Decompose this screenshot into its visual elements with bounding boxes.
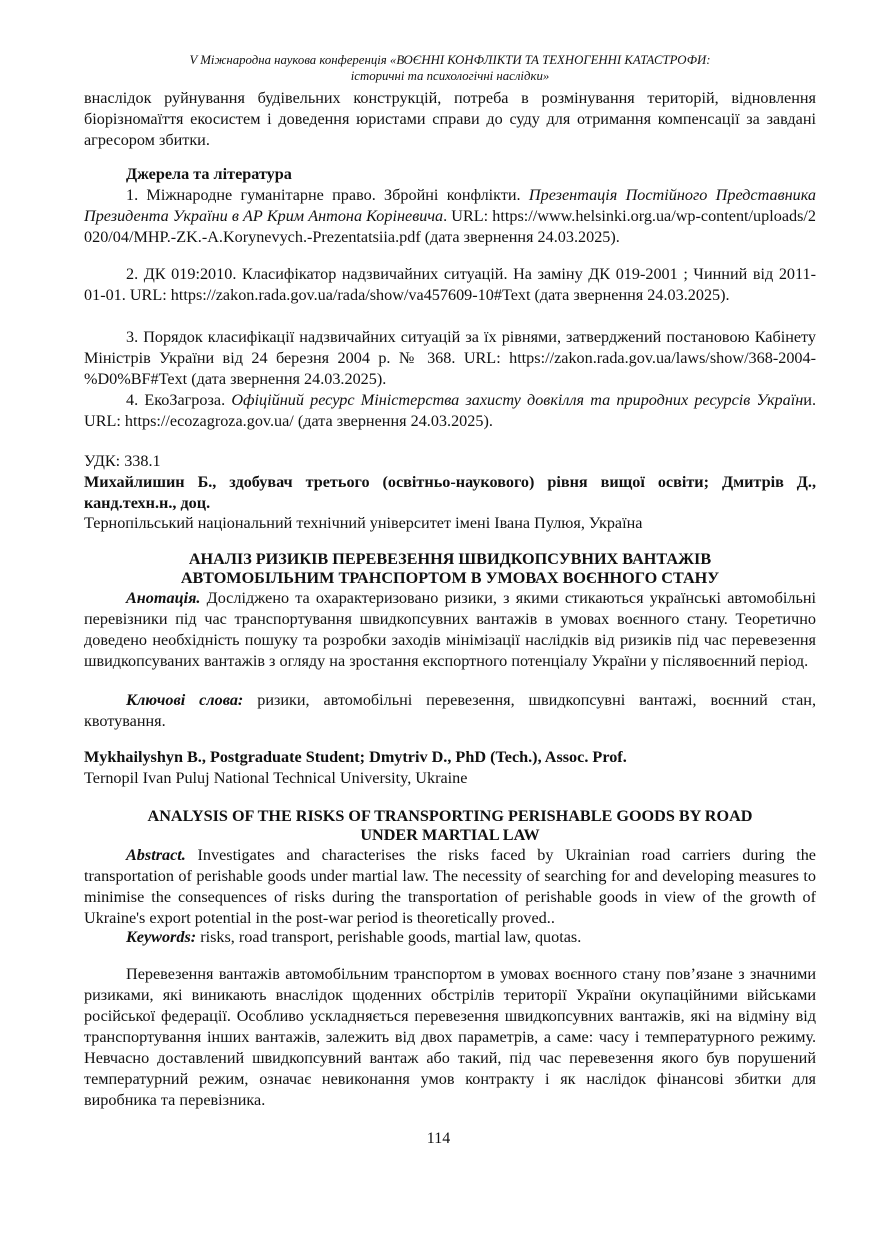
running-header-line1: V Міжнародна наукова конференція «ВОЄННІ КОНФЛІКТИ ТА ТЕХНОГЕННІ КАТАСТРОФИ:: [189, 53, 711, 67]
references-heading: Джерела та література: [126, 165, 292, 183]
running-header: [84, 52, 816, 84]
article-title-en-line1: ANALYSIS OF THE RISKS OF TRANSPORTING PERISHABLE GOODS BY ROAD: [147, 807, 753, 825]
article-title-ua-line1: АНАЛІЗ РИЗИКІВ ПЕРЕВЕЗЕННЯ ШВИДКОПСУВНИХ ВАНТАЖІВ: [188, 550, 712, 568]
page-number: 114: [426, 1130, 451, 1147]
keywords-ua-text: ризики, автомобільні перевезення, швидкопсувні вантажі, воєнний стан, квотування.: [84, 691, 816, 730]
reference-2: 2. ДК 019:2010. Класифікатор надзвичайних ситуацій. На заміну ДК 019-2001 ; Чинний від 2011-01-01. URL: https://zakon.rada.gov.ua/rada/show/va457609-10#Text (дата звернення 24.03.2025).: [84, 265, 816, 304]
reference-1-italic: Презентація Постійного Представника Президента України в АР Крим Антона Коріневича: [84, 186, 816, 225]
reference-4-italic: Офіційний ресурс Міністерства захисту довкілля та природних ресурсів Україн: [231, 391, 804, 409]
authors-en: Mykhailyshyn B., Postgraduate Student; Dmytriv D., PhD (Tech.), Assoc. Prof.: [84, 748, 627, 766]
reference-1-plain: 1. Міжнародне гуманітарне право. Збройні конфлікти.: [126, 186, 529, 204]
keywords-ua-label: Ключові слова:: [126, 691, 244, 709]
affiliation-en: Ternopil Ivan Puluj National Technical University, Ukraine: [84, 769, 468, 787]
reference-4-tail: и. URL: https://ecozagroza.gov.ua/ (дата звернення 24.03.2025).: [84, 391, 816, 430]
keywords-en-text: risks, road transport, perishable goods, martial law, quotas.: [196, 928, 582, 946]
abstract-en-label: Abstract.: [126, 846, 186, 864]
article-title-en: [84, 807, 816, 845]
article-title-ua: [84, 550, 816, 588]
reference-1: [84, 185, 816, 248]
authors-ua: Михайлишин Б., здобувач третього (освітньо-наукового) рівня вищої освіти; Дмитрів Д., канд.техн.н., доц.: [84, 473, 816, 512]
udc-code: УДК: 338.1: [84, 452, 161, 470]
reference-4: [84, 390, 816, 432]
keywords-en-label: Keywords:: [126, 928, 197, 946]
running-header-line2: історичні та психологічні наслідки»: [350, 69, 550, 83]
body-paragraph: Перевезення вантажів автомобільним транспортом в умовах воєнного стану пов’язане з значними ризиками, які виникають внаслідок щоденних обстрілів території України окупаційними військами російської федерації. Особливо ускладняється перевезення швидкопсувних вантажів, які на відміну від транспортування інших вантажів, залежить від двох параметрів, а саме: часу і температурного режиму. Невчасно доставлений швидкопсувний вантаж або такий, під час перевезення якого був порушений температурний режим, означає невиконання умов контракту і як наслідок фінансові збитки для виробника та перевізника.: [84, 965, 816, 1109]
keywords-en: [84, 927, 816, 948]
article-title-ua-line2: АВТОМОБІЛЬНИМ ТРАНСПОРТОМ В УМОВАХ ВОЄННОГО СТАНУ: [180, 569, 720, 587]
abstract-en: [84, 845, 816, 929]
reference-1-tail: . URL: https://www.helsinki.org.ua/wp-content/uploads/2020/04/MHP.-ZK.-A.Korynevych.-Prezentatsiia.pdf (дата звернення 24.03.2025).: [84, 207, 816, 246]
article-title-en-line2: UNDER MARTIAL LAW: [360, 826, 540, 844]
abstract-ua-text: Досліджено та охарактеризовано ризики, з якими стикаються українські автомобільні перевізники під час транспортування швидкопсувних вантажів в умовах воєнного стану. Теоретично доведено необхідність пошуку та розробки заходів мінімізації наслідків від ризиків під час перевезення швидкопсуваних вантажів з огляду на зростання експортного потенціалу України у післявоєнний період.: [84, 589, 816, 670]
affiliation-ua: Тернопільський національний технічний університет імені Івана Пулюя, Україна: [84, 514, 643, 532]
abstract-ua-label: Анотація.: [126, 589, 201, 607]
intro-continuation: внаслідок руйнування будівельних конструкцій, потреба в розмінування територій, відновлення біорізномаїття екосистем і доведення юристами справи до суду для отримання компенсації за завдані агресором збитки.: [84, 89, 816, 149]
reference-4-plain: 4. ЕкоЗагроза.: [126, 391, 232, 409]
abstract-en-text: Investigates and characterises the risks faced by Ukrainian road carriers during the transportation of perishable goods under martial law. The necessity of searching for and developing measures to minimise the consequences of risks during the transportation of perishable goods in view of the growth of Ukraine's export potential in the post-war period is theoretically proved..: [84, 846, 816, 927]
abstract-ua: [84, 588, 816, 672]
keywords-ua: [84, 690, 816, 732]
reference-3: 3. Порядок класифікації надзвичайних ситуацій за їх рівнями, затверджений постановою Кабінету Міністрів України від 24 березня 2004 р. № 368. URL: https://zakon.rada.gov.ua/laws/show/368-2004-%D0%BF#Text (дата звернення 24.03.2025).: [84, 328, 816, 388]
